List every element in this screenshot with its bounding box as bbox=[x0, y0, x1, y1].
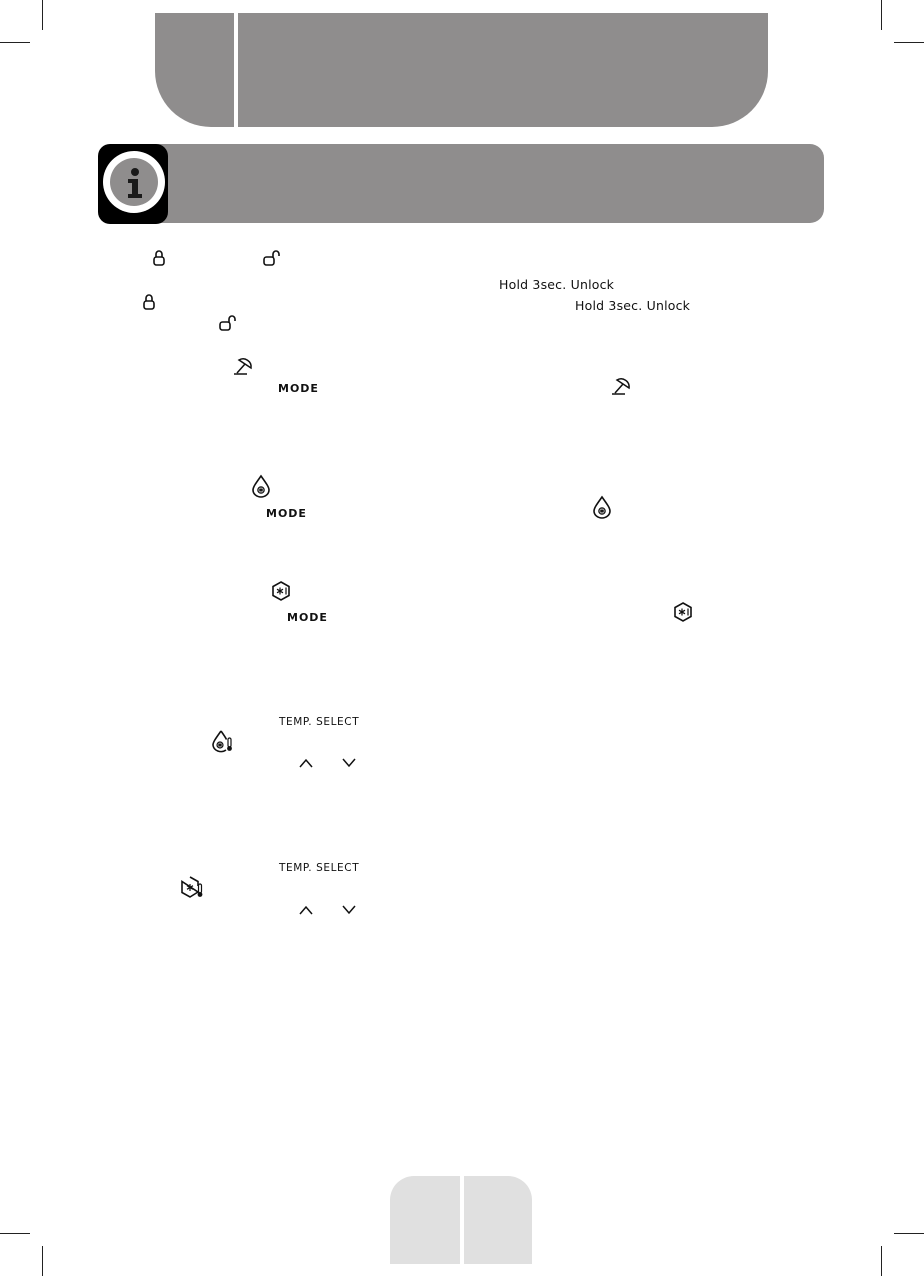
umbrella-icon bbox=[233, 356, 255, 376]
chevron-up-icon bbox=[298, 904, 314, 916]
info-banner bbox=[102, 144, 824, 223]
mode-button-label: MODE bbox=[266, 507, 307, 520]
unlock-icon bbox=[218, 314, 236, 332]
crop-mark bbox=[0, 42, 30, 43]
unlock-icon bbox=[262, 249, 280, 267]
page-number-tab bbox=[390, 1176, 532, 1264]
mode-button-label: MODE bbox=[278, 382, 319, 395]
hexagon-snowflake-icon bbox=[270, 580, 292, 602]
mode-button-label: MODE bbox=[287, 611, 328, 624]
hold-unlock-label: Hold 3sec. Unlock bbox=[575, 298, 691, 313]
chevron-up-icon bbox=[298, 757, 314, 769]
temp-select-button-label: TEMP. SELECT bbox=[279, 716, 360, 728]
temp-select-button-label: TEMP. SELECT bbox=[279, 862, 360, 874]
crop-mark bbox=[0, 1233, 30, 1234]
header-divider bbox=[234, 13, 238, 127]
crop-mark bbox=[881, 1246, 882, 1276]
crop-mark bbox=[42, 1246, 43, 1276]
hexagon-snowflake-icon bbox=[672, 601, 694, 623]
info-icon bbox=[98, 144, 168, 224]
hexagon-thermometer-icon bbox=[180, 875, 206, 899]
lock-icon bbox=[142, 293, 156, 311]
drop-snowflake-icon bbox=[250, 474, 272, 498]
chevron-down-icon bbox=[341, 757, 357, 769]
crop-mark bbox=[42, 0, 43, 30]
page-header-tab bbox=[155, 13, 768, 127]
page-tab-divider bbox=[460, 1176, 464, 1264]
hold-unlock-label: Hold 3sec. Unlock bbox=[499, 277, 615, 292]
crop-mark bbox=[881, 0, 882, 30]
drop-snowflake-icon bbox=[591, 495, 613, 519]
drop-thermometer-icon bbox=[211, 729, 235, 753]
crop-mark bbox=[894, 1233, 924, 1234]
lock-icon bbox=[152, 249, 166, 267]
chevron-down-icon bbox=[341, 904, 357, 916]
crop-mark bbox=[894, 42, 924, 43]
umbrella-icon bbox=[611, 376, 633, 396]
